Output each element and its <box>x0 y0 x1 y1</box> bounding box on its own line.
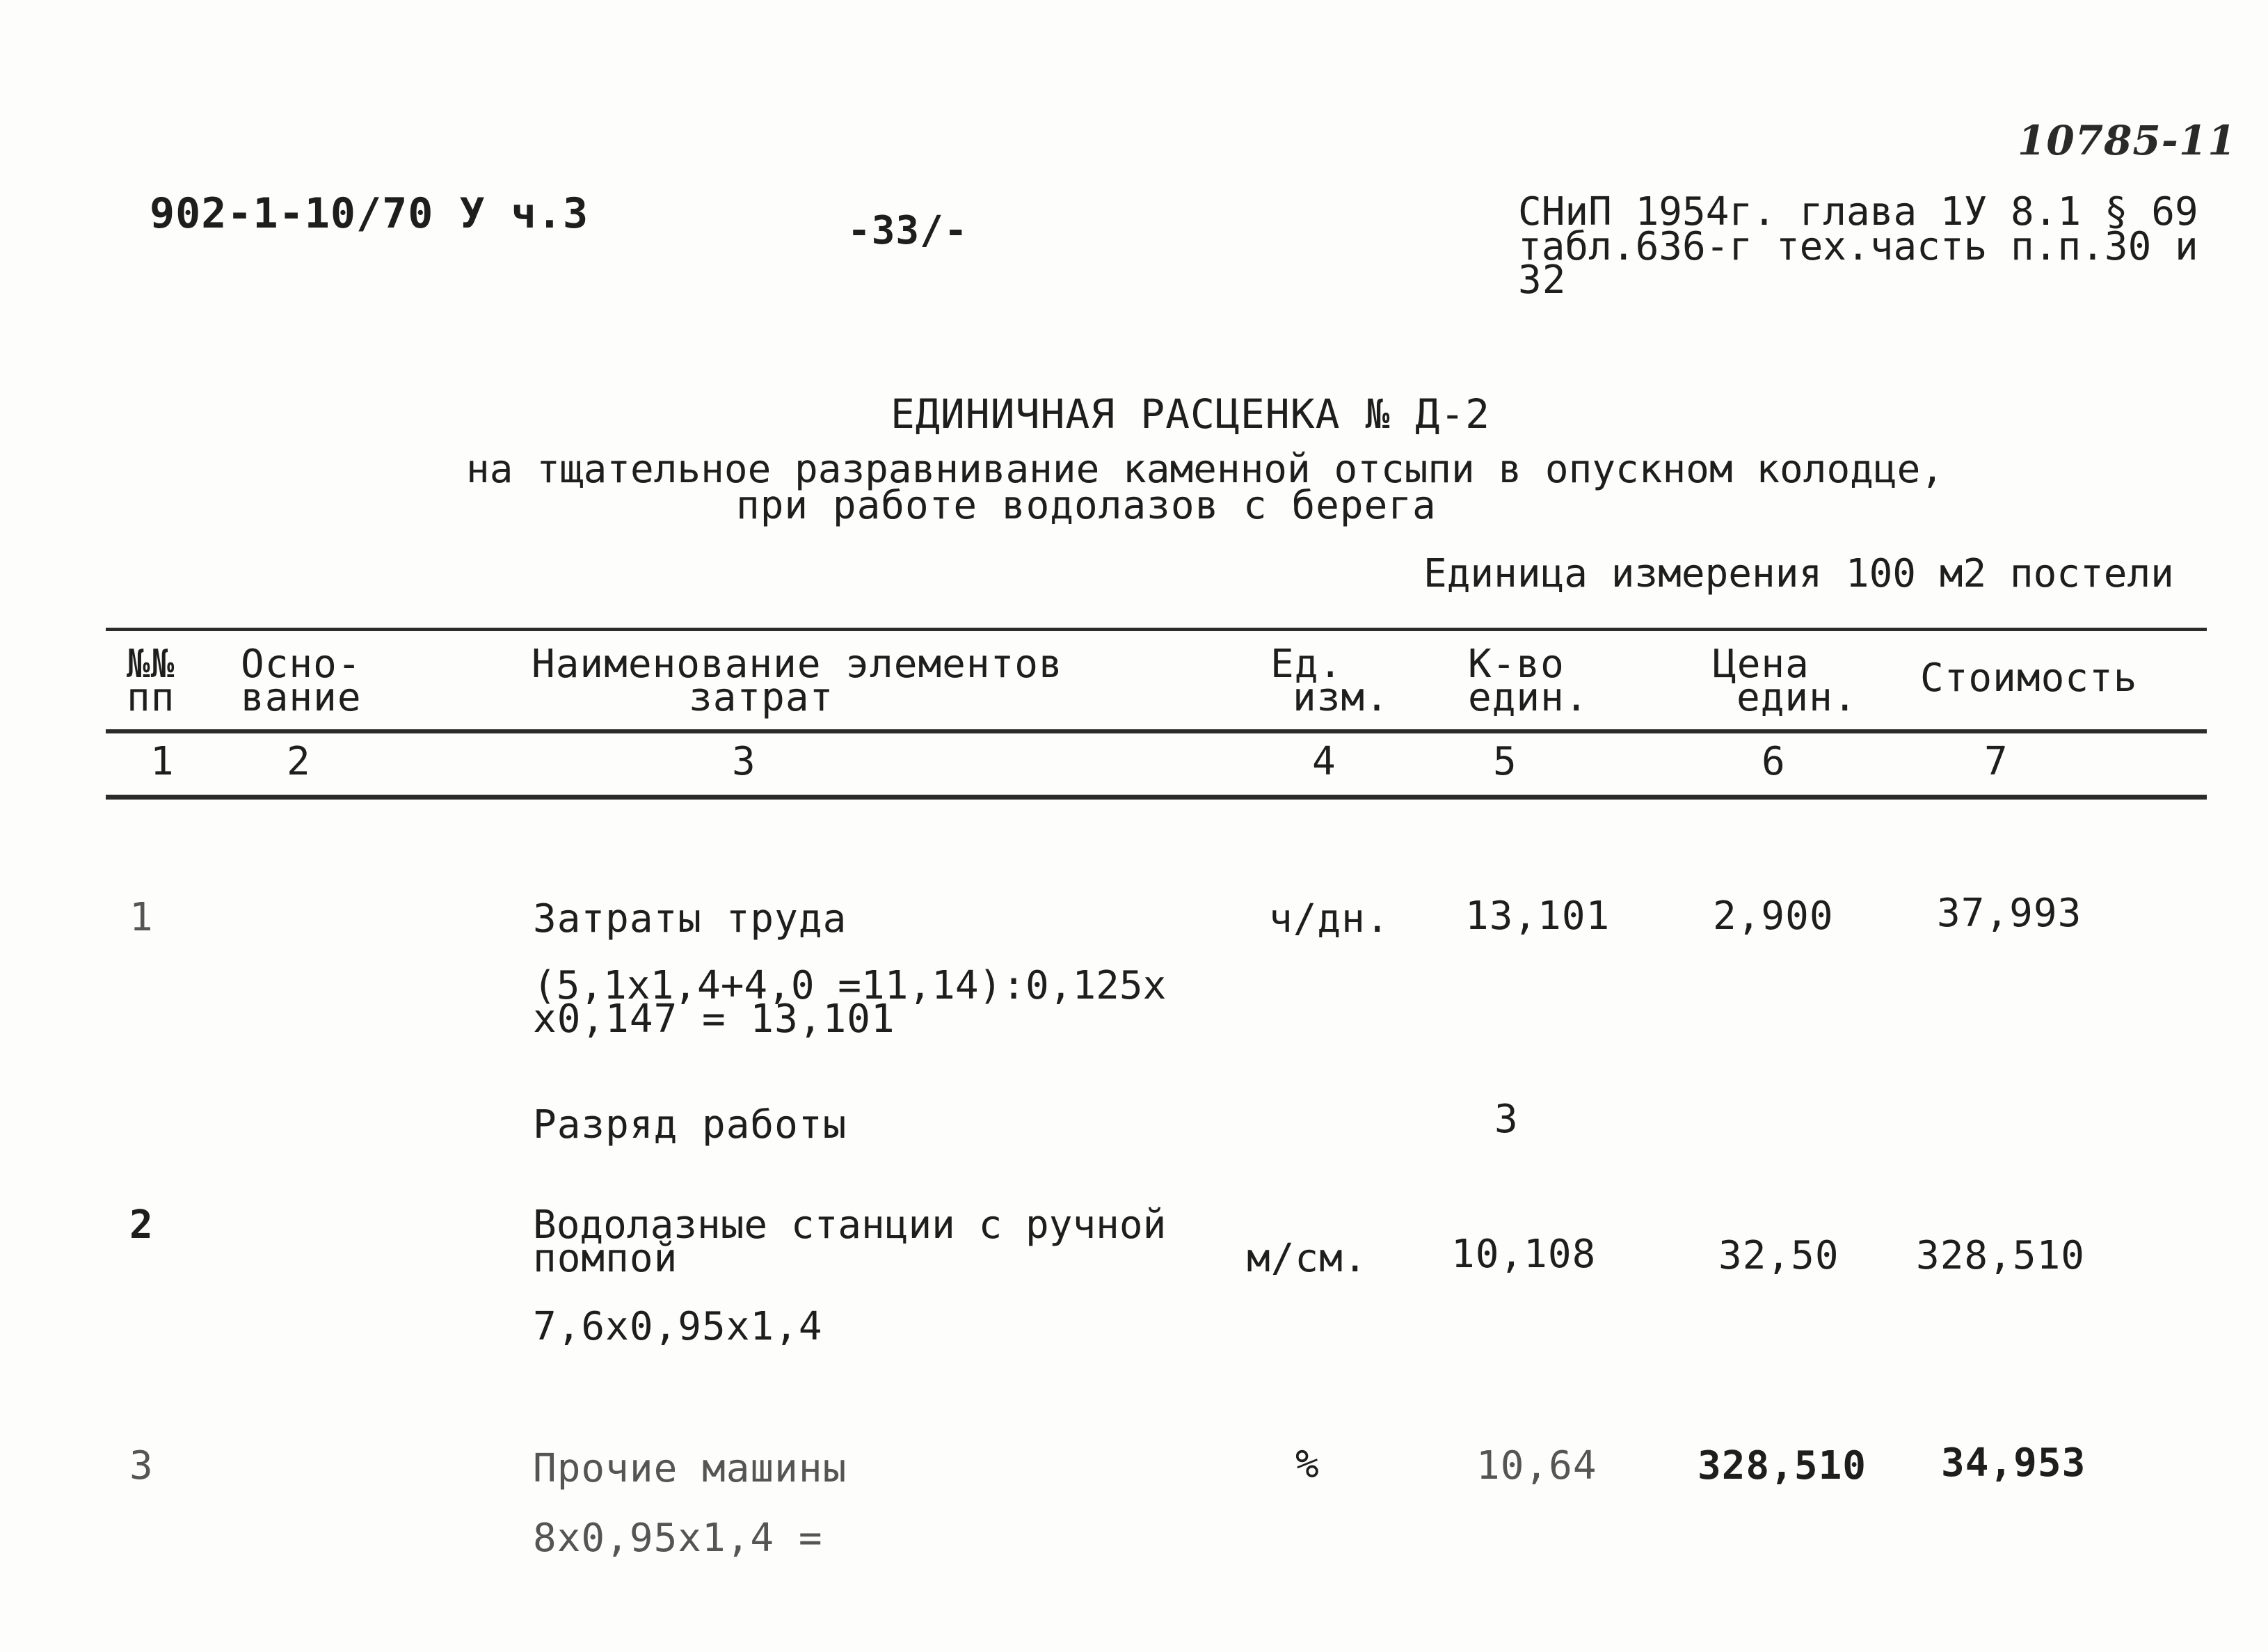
document-code: 902-1-10/70 У ч.3 <box>150 189 589 238</box>
row-qty: 13,101 <box>1465 893 1611 939</box>
header-col6-line1: Цена <box>1713 642 1810 687</box>
table-numbers-rule <box>106 795 2207 800</box>
table-header-rule <box>106 729 2207 733</box>
unit-of-measure: Единица измерения 100 м2 постели <box>1423 551 2174 596</box>
column-number: 3 <box>732 739 756 784</box>
row-price: 2,900 <box>1713 893 1834 939</box>
header-col7: Стоимость <box>1920 656 2138 701</box>
row-name-line2: помпой <box>533 1236 678 1281</box>
table-top-rule <box>106 628 2207 631</box>
row-formula: 7,6х0,95х1,4 <box>533 1304 823 1349</box>
subtitle-line-1: на тщательное разравнивание каменной отсыпи в опускном колодце, <box>466 447 1944 492</box>
row-qty: 10,108 <box>1451 1232 1597 1277</box>
header-col3-line1: Наименование элементов <box>532 642 1063 687</box>
header-col4-line2: изм. <box>1293 675 1389 720</box>
reference-line-2: табл.636-г тех.часть п.п.30 и <box>1518 224 2198 269</box>
row-name: Затраты труда <box>533 896 847 942</box>
row-formula-line2: х0,147 = 13,101 <box>533 996 895 1042</box>
header-col5-line2: един. <box>1468 675 1589 720</box>
column-number: 6 <box>1762 739 1786 784</box>
header-col1-line1: №№ <box>127 642 175 687</box>
row-qty: 10,64 <box>1476 1443 1597 1488</box>
row-extra-label: Разряд работы <box>533 1102 847 1147</box>
row-price: 32,50 <box>1718 1233 1839 1278</box>
row-number: 2 <box>129 1202 154 1248</box>
header-col2-line2: вание <box>241 675 362 720</box>
page-title: ЕДИНИЧНАЯ РАСЦЕНКА № Д-2 <box>891 390 1491 438</box>
reference-line-3: 32 <box>1518 257 1567 303</box>
row-number: 3 <box>129 1443 154 1488</box>
header-col1-line2: пп <box>127 675 175 720</box>
header-col4-line1: Ед. <box>1270 642 1343 687</box>
row-name: Прочие машины <box>533 1446 847 1491</box>
column-number: 1 <box>150 739 175 784</box>
page-marker: -33/- <box>847 208 968 253</box>
row-formula-line1: (5,1х1,4+4,0 =11,14):0,125х <box>533 963 1167 1008</box>
archive-number: 10785-11 <box>2018 117 2237 164</box>
header-col2-line1: Осно- <box>241 642 362 687</box>
header-col6-line2: един. <box>1736 675 1858 720</box>
subtitle-line-2: при работе водолазов с берега <box>736 483 1437 528</box>
row-extra-value: 3 <box>1494 1097 1519 1142</box>
row-cost: 328,510 <box>1916 1233 2086 1278</box>
reference-line-1: СНиП 1954г. глава 1У 8.1 § 69 <box>1518 189 2198 235</box>
column-number: 4 <box>1312 739 1336 784</box>
row-unit: м/см. <box>1247 1236 1368 1281</box>
row-name-line1: Водолазные станции с ручной <box>533 1202 1167 1248</box>
column-number: 7 <box>1984 739 2009 784</box>
row-number: 1 <box>129 895 154 940</box>
header-col3-line2: затрат <box>689 675 834 720</box>
row-price: 328,510 <box>1698 1443 1867 1488</box>
row-unit: ч/дн. <box>1269 896 1390 942</box>
row-unit: % <box>1295 1442 1320 1487</box>
column-number: 2 <box>287 739 311 784</box>
header-col5-line1: К-во <box>1468 642 1565 687</box>
row-formula: 8х0,95х1,4 = <box>533 1516 823 1561</box>
row-cost: 37,993 <box>1937 891 2082 936</box>
row-cost: 34,953 <box>1941 1440 2086 1486</box>
column-number: 5 <box>1493 739 1517 784</box>
